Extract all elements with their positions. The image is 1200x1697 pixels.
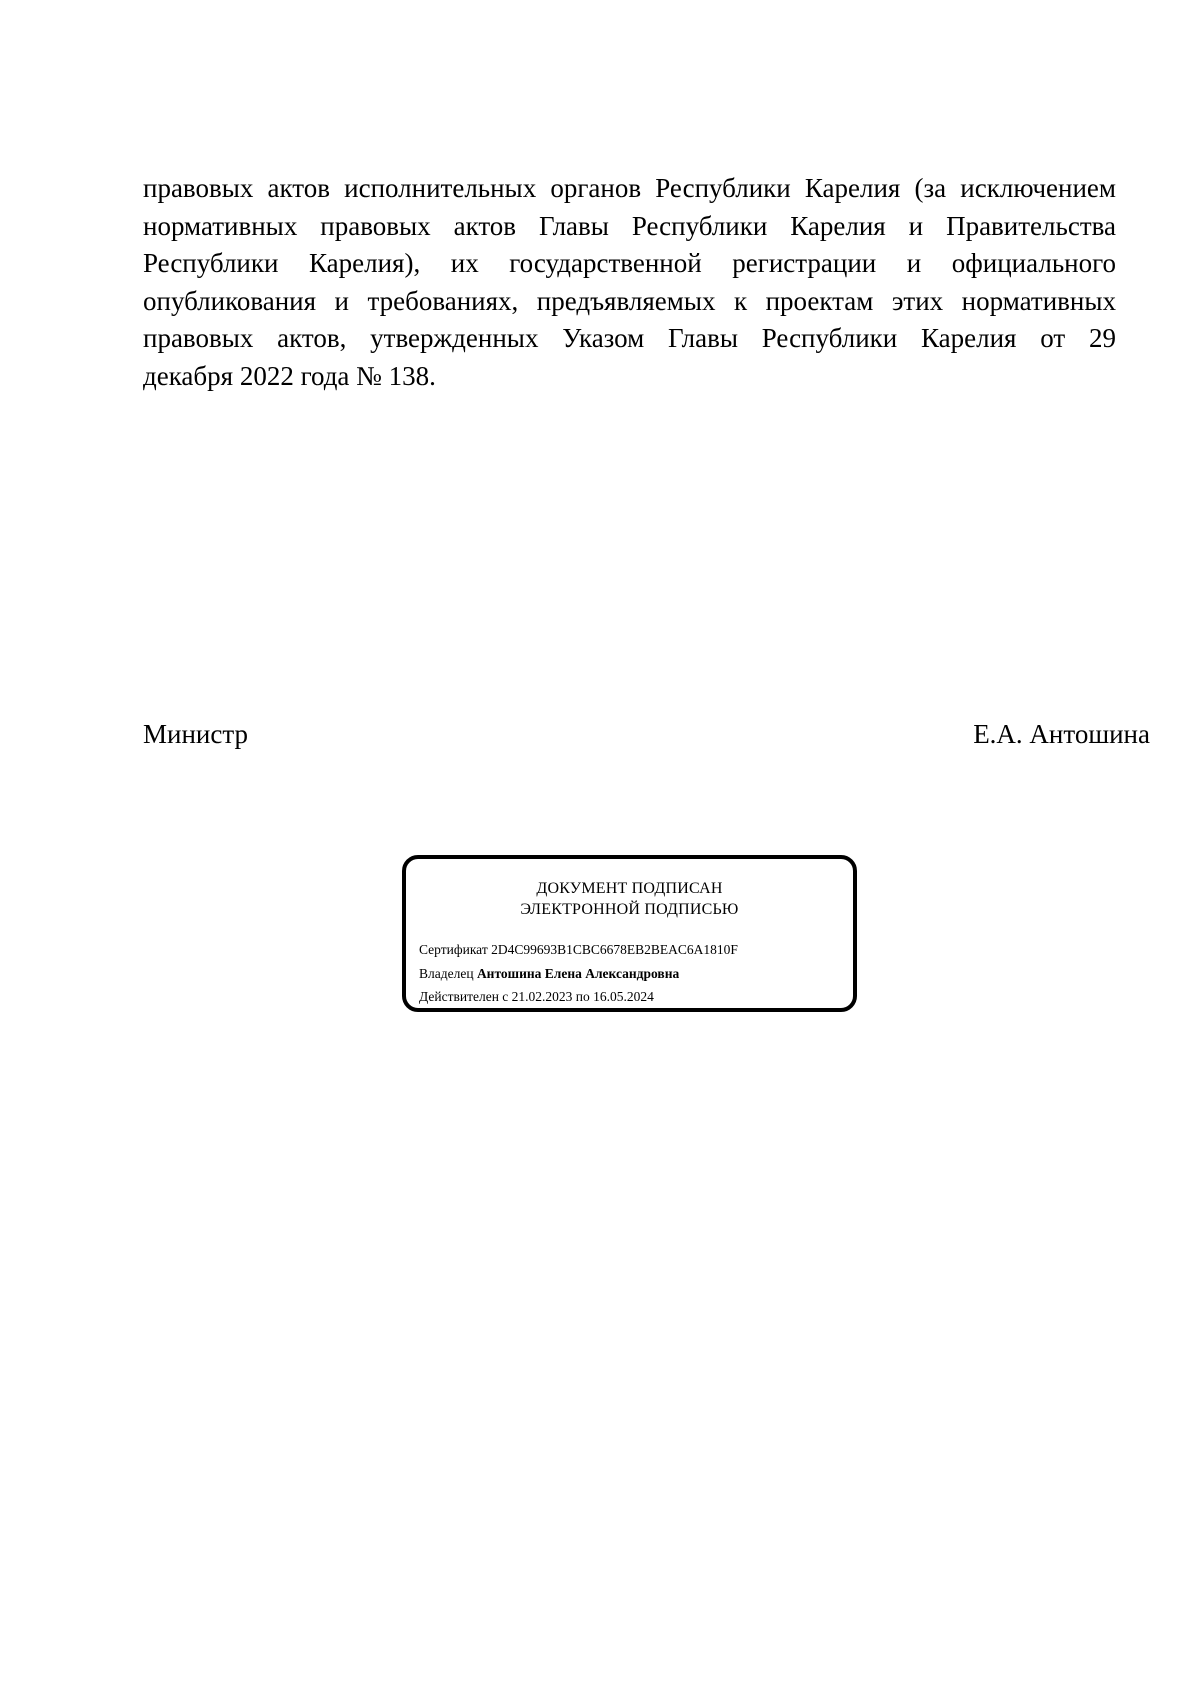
valid-to: 16.05.2024 [593, 989, 654, 1004]
paragraph-line: опубликования и требованиях, предъявляемых к проектам этих нормативных [143, 285, 1116, 316]
valid-to-label: по [575, 989, 590, 1004]
body-paragraph [143, 170, 1116, 395]
certificate-row [419, 938, 738, 962]
electronic-signature-stamp [402, 855, 857, 1012]
valid-label: Действителен с [419, 989, 509, 1004]
paragraph-line: правовых актов исполнительных органов Республики Карелия (за исключением [143, 173, 1116, 203]
owner-label: Владелец [419, 965, 474, 981]
paragraph-line: правовых актов, утвержденных Указом Главы Республики Карелия от 29 [143, 323, 1116, 353]
signatory-position: Министр [143, 719, 248, 749]
owner-value: Антошина Елена Александровна [476, 965, 680, 981]
stamp-title-line: ДОКУМЕНТ ПОДПИСАН [536, 880, 723, 897]
validity-row [419, 985, 738, 1009]
paragraph-line: нормативных правовых актов Главы Республики Карелия и Правительства [143, 210, 1116, 241]
paragraph-line: декабря 2022 года № 138. [143, 360, 436, 391]
stamp-title [406, 878, 853, 920]
paragraph-line: Республики Карелия), их государственной регистрации и официального [143, 248, 1116, 278]
certificate-label: Сертификат [419, 942, 488, 957]
certificate-value: 2D4C99693B1CBC6678EB2BEAC6A1810F [491, 942, 738, 957]
stamp-title-line: ЭЛЕКТРОННОЙ ПОДПИСЬЮ [520, 901, 739, 918]
signature-block [143, 716, 1150, 753]
signatory-name: Е.А. Антошина [973, 719, 1150, 749]
valid-from: 21.02.2023 [511, 989, 573, 1004]
stamp-details [419, 938, 738, 1009]
owner-row [419, 962, 738, 986]
